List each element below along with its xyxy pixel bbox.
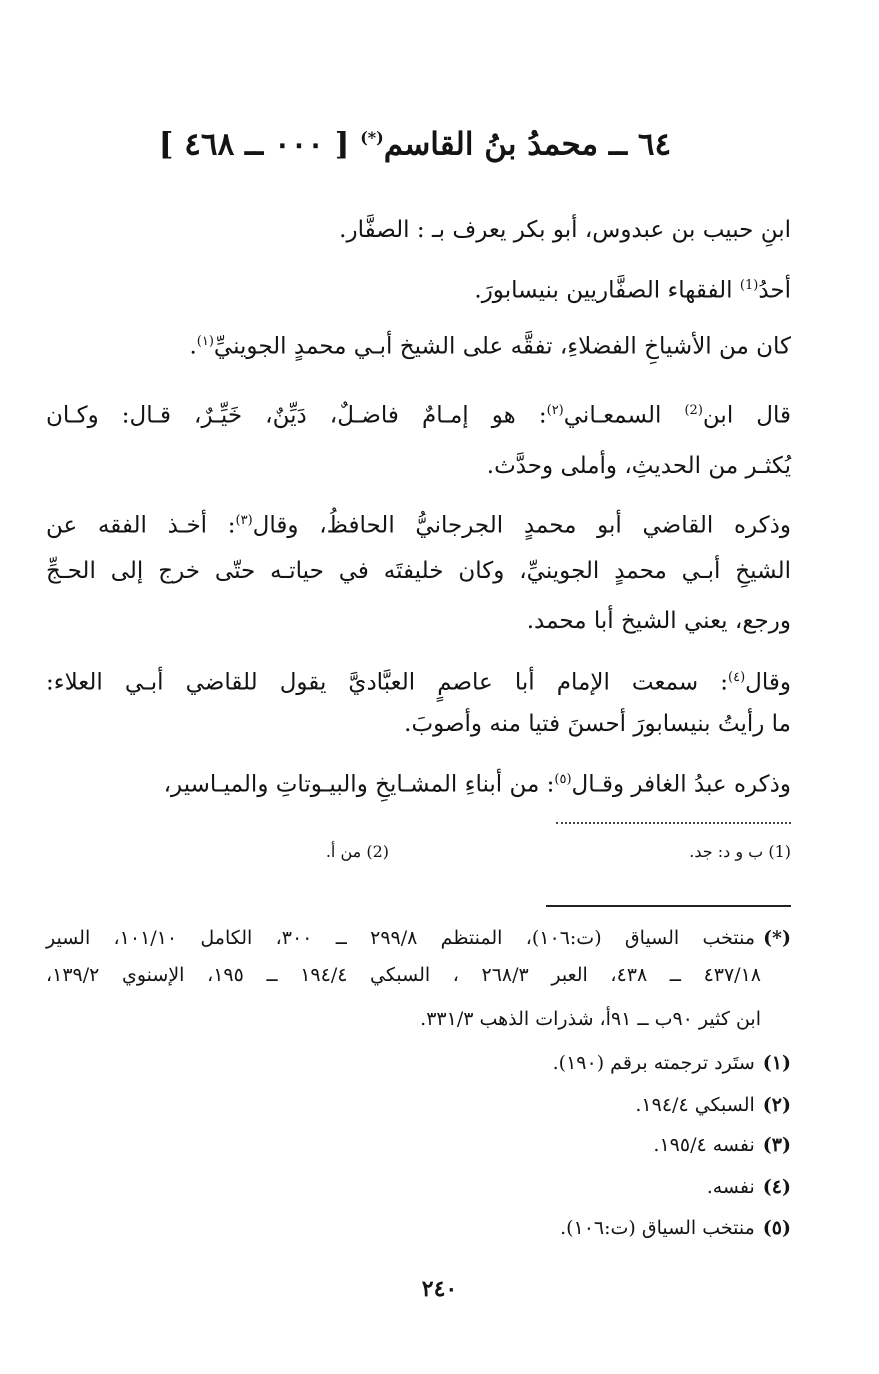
footnote-text: نفسه ١٩٥/٤. <box>653 1134 755 1156</box>
body-text: يُكثـر من الحديثِ، وأملى وحدَّث. <box>486 453 791 479</box>
footnote-text: نفسه. <box>706 1176 755 1198</box>
variant-note-2 <box>326 840 389 864</box>
footnote-number: (٤) <box>762 1176 791 1198</box>
body-text: ابنِ حبيب بن عبدوس، أبو بكر يعرف بـ : الصفَّار. <box>339 217 791 243</box>
footnote-text: ٤٣٧/١٨ ــ ٤٣٨، العبر ٢٦٨/٣ ، السبكي ١٩٤/٤ ــ ١٩٥، الإسنوي ١٣٩/٢، <box>46 964 761 986</box>
variant-note-text: من أ. <box>325 842 362 861</box>
body-line-5 <box>46 448 791 484</box>
variant-notes-divider <box>556 822 791 830</box>
heading-star-marker: (*) <box>360 128 384 147</box>
footnote-number: (*) <box>763 927 791 949</box>
body-line-9 <box>46 660 791 701</box>
entry-heading <box>150 118 680 164</box>
body-text: أحدُ <box>758 277 791 304</box>
footnote-marker: (٣) <box>235 513 253 528</box>
entry-name: محمدُ بنُ القاسم <box>383 126 599 163</box>
footnote-3 <box>46 1129 791 1161</box>
variant-note-number: (2) <box>366 842 389 861</box>
variant-note-text: ب و د: جد. <box>689 842 764 861</box>
variant-note-number: (1) <box>768 842 791 861</box>
footnote-number: (٥) <box>762 1217 791 1239</box>
body-text: وقال <box>745 669 791 696</box>
entry-dates: [ ٠٠٠ ــ ٤٦٨ ] <box>158 126 350 163</box>
body-text: ورجع، يعني الشيخ أبا محمد. <box>526 608 791 634</box>
variant-note-1 <box>689 840 791 864</box>
footnote-number: (٣) <box>762 1134 791 1156</box>
body-line-11 <box>46 762 791 803</box>
entry-number: ٦٤ <box>637 126 672 163</box>
footnote-marker: (١) <box>196 334 214 349</box>
footnote-text: منتخب السياق (ت:١٠٦)، المنتظم ٢٩٩/٨ ــ ٣٠٠، الكامل ١٠١/١٠، السير <box>46 927 756 949</box>
footnote-marker: (٥) <box>554 772 572 787</box>
footnote-text: ستَرد ترجمته برقم (١٩٠). <box>552 1052 755 1074</box>
footnote-marker: (1) <box>739 278 759 293</box>
body-text: . <box>189 333 197 360</box>
body-line-1 <box>46 212 791 248</box>
heading-dash: ــ <box>608 126 628 163</box>
footnote-text: منتخب السياق (ت:١٠٦). <box>560 1217 755 1239</box>
body-text: : هو إمـامٌ فاضـلٌ، دَيِّنٌ، خَيِّـرٌ، قـال: وكـان <box>46 402 547 429</box>
body-text: الفقهاء الصفَّاريين بنيسابورَ. <box>474 277 740 304</box>
footnote-text: ابن كثير ٩٠ب ــ ٩١أ، شذرات الذهب ٣٣١/٣. <box>420 1008 761 1030</box>
variant-marker: (2) <box>684 403 703 418</box>
body-text: وذكره عبدُ الغافر وقـال <box>571 771 791 798</box>
footnote-sources-line-2 <box>46 959 761 991</box>
body-text: : من أبناءِ المشـايخِ والبيـوتاتِ والميـاسير، <box>163 771 555 798</box>
body-text: السمعـاني <box>563 402 685 429</box>
footnote-sources-line-1 <box>46 922 791 954</box>
footnote-2 <box>46 1089 791 1121</box>
body-text: : أخـذ الفقه عن <box>46 512 236 539</box>
body-text: قال ابن <box>702 402 791 429</box>
footnote-1 <box>46 1047 791 1079</box>
body-line-7 <box>46 553 791 589</box>
footnote-number: (١) <box>762 1052 791 1074</box>
body-line-6 <box>46 503 791 544</box>
body-text: وذكره القاضي أبو محمدٍ الجرجانيُّ الحافظُ، وقال <box>252 512 791 539</box>
footnote-marker: (٤) <box>728 670 746 685</box>
footnote-text: السبكي ١٩٤/٤. <box>635 1094 755 1116</box>
footnote-sources-line-3 <box>46 1003 761 1035</box>
body-text: : سمعت الإمام أبا عاصمٍ العبَّاديَّ يقول للقاضي أبـي العلاء: <box>46 669 729 696</box>
body-line-3 <box>46 324 791 365</box>
body-text: ما رأيتُ بنيسابورَ أحسنَ فتيا منه وأصوبَ. <box>404 711 791 737</box>
footnote-5 <box>46 1212 791 1244</box>
footnote-marker: (٢) <box>546 403 564 418</box>
footnote-number: (٢) <box>762 1094 791 1116</box>
body-line-2 <box>46 268 791 309</box>
footnotes-divider <box>546 905 791 907</box>
body-text: كان من الأشياخِ الفضلاءِ، تفقَّه على الشيخ أبـي محمدٍ الجوينيِّ <box>213 333 791 360</box>
footnote-4 <box>46 1171 791 1203</box>
body-line-8 <box>46 603 791 639</box>
body-line-10 <box>46 706 791 742</box>
body-text: الشيخِ أبـي محمدٍ الجوينيِّ، وكان خليفتَه في حياتـه حتّى خرج إلى الحـجِّ <box>46 558 791 584</box>
body-line-4 <box>46 393 791 434</box>
page-number: ٢٤٠ <box>421 1276 458 1302</box>
